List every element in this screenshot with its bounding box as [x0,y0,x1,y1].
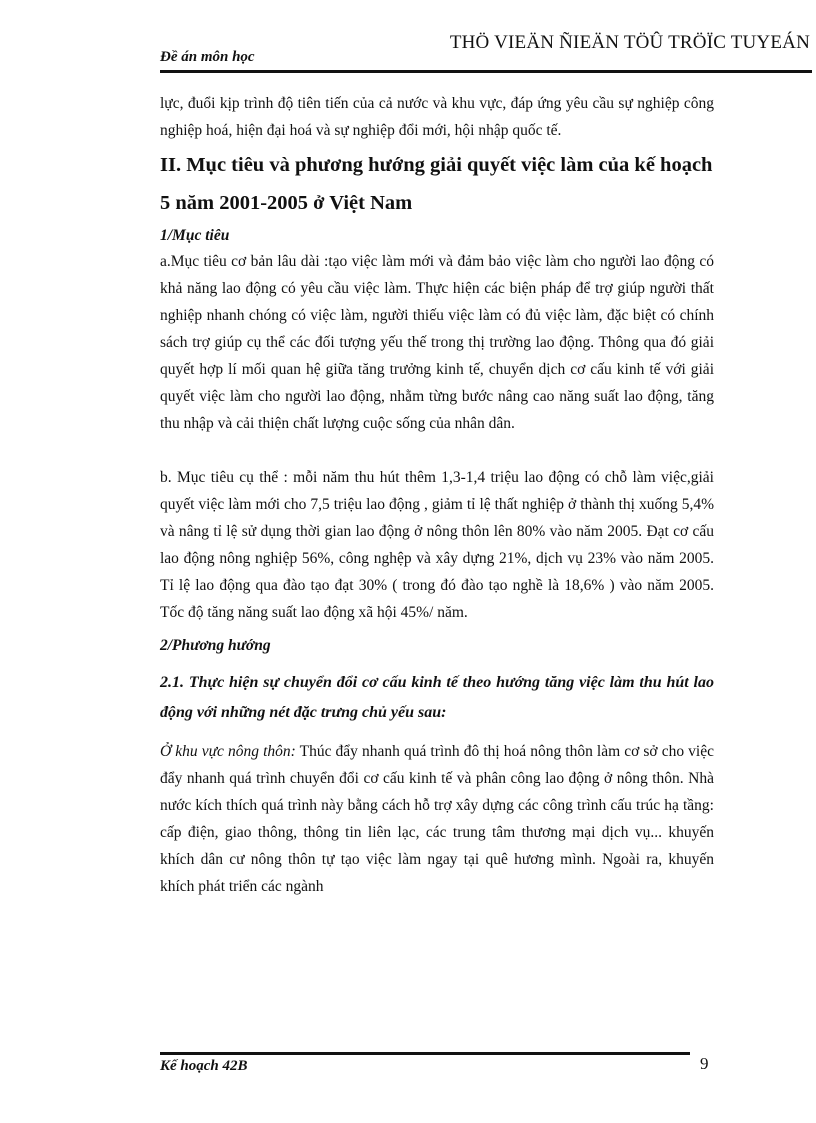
paragraph-long-term-goal: a.Mục tiêu cơ bản lâu dài :tạo việc làm mới và đảm bảo việc làm cho người lao động có khả năng lao động có yêu cầu việc làm. Thực hiện các biện pháp để trợ giúp người thất nghiệp nhanh chóng có việc làm, người thiếu việc làm có đủ việc làm, đặc biệt có chính sách trợ giúp cụ thể các đối tượng yếu thế trong thị trường lao động. Thông qua đó giải quyết hợp lí mối quan hệ giữa tăng trưởng kinh tế, chuyển dịch cơ cấu kinh tế với giải quyết việc làm cho người lao động, nhằm từng bước nâng cao năng suất lao động, tăng thu nhập và cải thiện chất lượng cuộc sống của nhân dân. [160,253,714,432]
section-title: II. Mục tiêu và phương hướng giải quyết việc làm của kế hoạch 5 năm 2001-2005 ở Việt Nam [160,154,713,214]
paragraph-specific-goal: b. Mục tiêu cụ thể : mỗi năm thu hút thêm 1,3-1,4 triệu lao động có chỗ làm việc,giải quyết việc làm mới cho 7,5 triệu lao động , giảm tỉ lệ thất nghiệp ở thành thị xuống 5,4% và nâng tỉ lệ sử dụng thời gian lao động ở nông thôn lên 80% vào năm 2005. Đạt cơ cấu lao động nông nghiệp 56%, công nghệp và xây dựng 21%, dịch vụ 23% vào năm 2005. Tỉ lệ lao động qua đào tạo đạt 30% ( trong đó đào tạo nghề là 18,6% ) vào năm 2005. Tốc độ tăng năng suất lao động xã hội 45%/ năm. [160,469,714,621]
subsection-goals-title: 1/Mục tiêu [160,227,230,244]
document-body [160,90,714,900]
header-library-label: THÖ VIEÄN ÑIEÄN TÖÛ TRÖÏC TUYEÁN [449,32,810,53]
paragraph-rural-area [160,738,714,900]
footer-divider [160,1052,690,1055]
subsection-2-1-title: 2.1. Thực hiện sự chuyển đổi cơ cấu kinh tế theo hướng tăng việc làm thu hút lao động với những nét đặc trưng chủ yếu sau: [160,674,714,721]
rural-lead-text: Ở khu vực nông thôn: [160,743,296,760]
paragraph-spacer [160,437,714,464]
header-divider [160,70,812,73]
rural-body-text: Thúc đẩy nhanh quá trình đô thị hoá nông thôn làm cơ sở cho việc đẩy nhanh quá trình chuyển đổi cơ cấu kinh tế và phân công lao động ở nông thôn. Nhà nước kích thích quá trình này bằng cách hỗ trợ xây dựng các công trình cấu trúc hạ tầng: cấp điện, giao thông, thông tin liên lạc, các trung tâm thương mại dịch vụ... khuyến khích dân cư nông thôn tự tạo việc làm ngay tại quê hương mình. Ngoài ra, khuyến khích phát triển các ngành [160,743,714,895]
footer-class-label: Kế hoạch 42B [160,1058,248,1074]
subsection-direction-title: 2/Phương hướng [160,637,271,654]
page-number: 9 [700,1054,709,1073]
intro-paragraph: lực, đuổi kịp trình độ tiên tiến của cả nước và khu vực, đáp ứng yêu cầu sự nghiệp công nghiệp hoá, hiện đại hoá và sự nghiệp đổi mới, hội nhập quốc tế. [160,95,714,139]
header-course-label: Đề án môn học [160,49,255,65]
